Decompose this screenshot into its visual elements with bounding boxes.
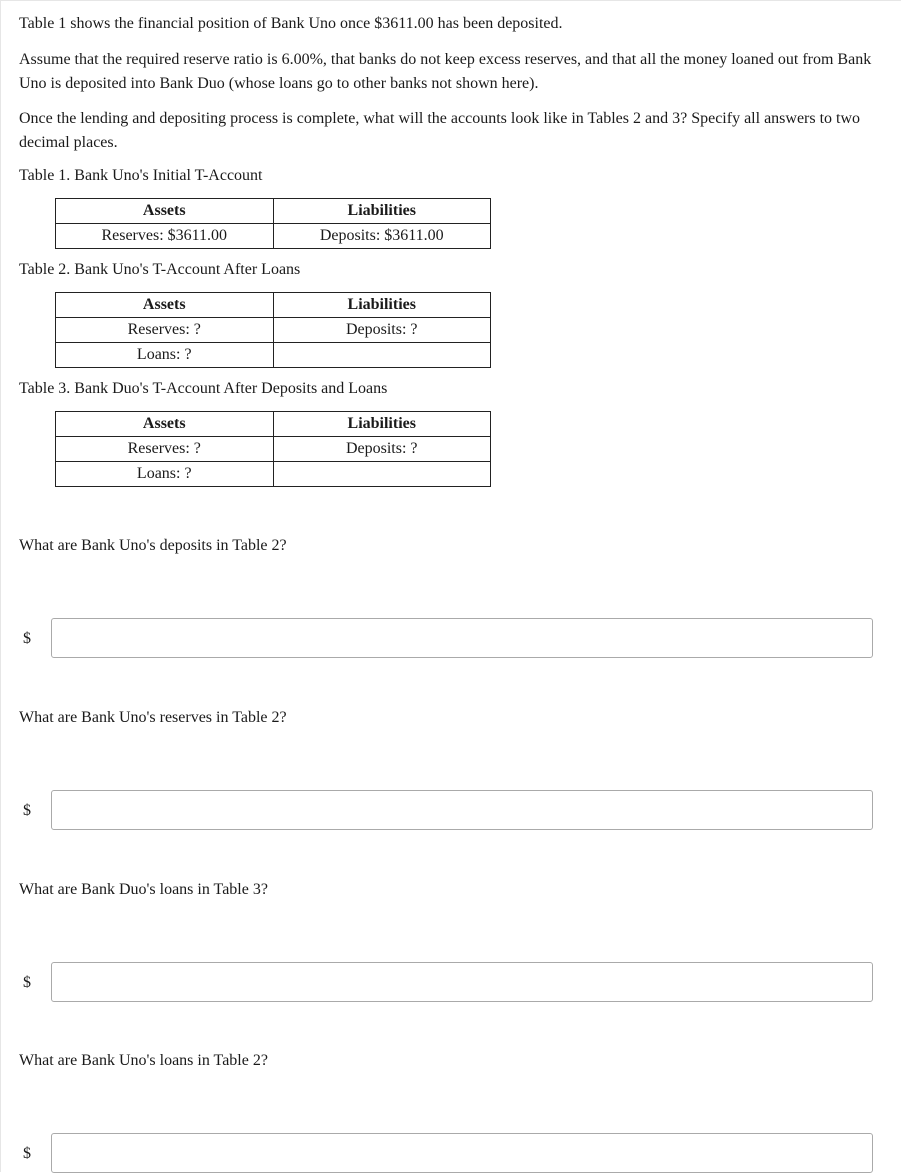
question-4-prompt: What are Bank Uno's loans in Table 2?	[19, 1052, 268, 1069]
dollar-sign: $	[23, 802, 31, 819]
table-row	[56, 462, 491, 487]
question-1-answer-row	[19, 618, 874, 658]
table-header-row	[56, 199, 491, 224]
table-row	[56, 224, 491, 249]
question-4-answer-row	[19, 1133, 874, 1173]
uno-loans-table2-input[interactable]	[51, 1133, 873, 1173]
question-3-prompt: What are Bank Duo's loans in Table 3?	[19, 881, 268, 898]
asset-cell: Reserves: $3611.00	[56, 224, 274, 249]
uno-reserves-table2-input[interactable]	[51, 790, 873, 830]
question-2-answer-row	[19, 790, 874, 830]
dollar-sign: $	[23, 1145, 31, 1162]
table-header-row	[56, 293, 491, 318]
liability-cell	[273, 462, 491, 487]
asset-cell: Reserves: ?	[56, 318, 274, 343]
table3-t-account	[55, 411, 491, 487]
dollar-sign: $	[23, 630, 31, 647]
liability-cell	[273, 343, 491, 368]
assets-header: Assets	[56, 293, 274, 318]
asset-cell: Loans: ?	[56, 343, 274, 368]
table2-caption: Table 2. Bank Uno's T-Account After Loans	[19, 261, 301, 278]
table-row	[56, 437, 491, 462]
intro-paragraph-2: Assume that the required reserve ratio is 6.00%, that banks do not keep excess reserves, and that all the money loaned out from Bank Uno is deposited into Bank Duo (whose loans go to other banks not shown here).	[19, 51, 872, 92]
question-2-prompt: What are Bank Uno's reserves in Table 2?	[19, 709, 287, 726]
liabilities-header: Liabilities	[273, 293, 491, 318]
intro-paragraph-3: Once the lending and depositing process is complete, what will the accounts look like in Tables 2 and 3? Specify all answers to two decimal places.	[19, 110, 861, 151]
uno-deposits-table2-input[interactable]	[51, 618, 873, 658]
asset-cell: Loans: ?	[56, 462, 274, 487]
liabilities-header: Liabilities	[273, 412, 491, 437]
table2-t-account	[55, 292, 491, 368]
assets-header: Assets	[56, 412, 274, 437]
duo-loans-table3-input[interactable]	[51, 962, 873, 1002]
table-row	[56, 343, 491, 368]
question-3-answer-row	[19, 962, 874, 1002]
table1-t-account	[55, 198, 491, 249]
dollar-sign: $	[23, 974, 31, 991]
table-header-row	[56, 412, 491, 437]
liability-cell: Deposits: ?	[273, 437, 491, 462]
assets-header: Assets	[56, 199, 274, 224]
liabilities-header: Liabilities	[273, 199, 491, 224]
table1-caption: Table 1. Bank Uno's Initial T-Account	[19, 167, 263, 184]
question-1-prompt: What are Bank Uno's deposits in Table 2?	[19, 537, 287, 554]
table3-caption: Table 3. Bank Duo's T-Account After Deposits and Loans	[19, 380, 388, 397]
liability-cell: Deposits: $3611.00	[273, 224, 491, 249]
asset-cell: Reserves: ?	[56, 437, 274, 462]
intro-paragraph-1: Table 1 shows the financial position of Bank Uno once $3611.00 has been deposited.	[19, 15, 563, 32]
table-row	[56, 318, 491, 343]
liability-cell: Deposits: ?	[273, 318, 491, 343]
